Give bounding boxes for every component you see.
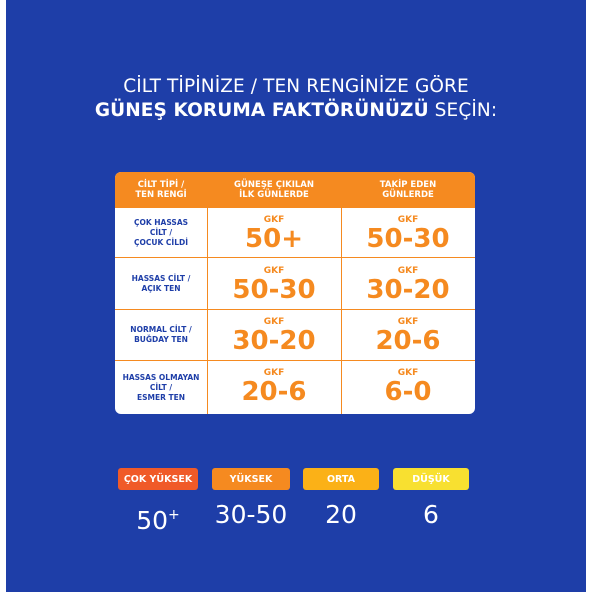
legend-value-medium: 20: [325, 500, 357, 529]
heading-line-2: [0, 100, 592, 121]
legend-value-very-high: [118, 500, 198, 536]
spf-table: [115, 172, 475, 414]
spf-following-days: 30-20: [366, 275, 450, 305]
gkf-label: GKF: [263, 317, 285, 327]
spf-value-cell: [341, 317, 475, 355]
legend-pill-low: DÜŞÜK: [393, 468, 469, 490]
spf-first-days: 20-6: [241, 377, 307, 407]
spf-value-cell: [207, 215, 341, 253]
header-following-days: TAKİP EDEN GÜNLERDE: [379, 180, 437, 200]
spf-first-days: 30-20: [232, 326, 316, 356]
spf-value-cell: [341, 266, 475, 304]
heading-line-1: CİLT TİPİNİZE / TEN RENGİNİZE GÖRE: [123, 76, 469, 97]
gkf-label: GKF: [397, 266, 419, 276]
legend-pill-very-high: ÇOK YÜKSEK: [118, 468, 198, 490]
row-label-very-sensitive: ÇOK HASSAS CİLT / ÇOCUK CİLDİ: [133, 217, 189, 247]
spf-value-cell: [207, 368, 341, 406]
row-label-normal: NORMAL CİLT / BUĞDAY TEN: [130, 325, 192, 344]
legend-value: 50: [136, 506, 169, 535]
header-first-days: GÜNEŞE ÇIKILAN İLK GÜNLERDE: [234, 180, 314, 200]
spf-value-cell: [207, 317, 341, 355]
legend-pill-medium: ORTA: [303, 468, 379, 490]
gkf-label: GKF: [263, 215, 285, 225]
legend-value-sup: +: [168, 507, 180, 523]
spf-value-cell: [341, 368, 475, 406]
header-skin-type: CİLT TİPİ / TEN RENGİ: [135, 180, 187, 200]
row-label-non-sensitive: HASSAS OLMAYAN CİLT / ESMER TEN: [122, 372, 200, 402]
spf-value-cell: [207, 266, 341, 304]
spf-value-cell: [341, 215, 475, 253]
heading-rest-part: SEÇİN:: [428, 100, 498, 121]
gkf-label: GKF: [397, 317, 419, 327]
spf-following-days: 20-6: [375, 326, 441, 356]
legend-pill-high: YÜKSEK: [212, 468, 290, 490]
gkf-label: GKF: [397, 368, 419, 378]
spf-following-days: 6-0: [384, 377, 432, 407]
heading-bold-part: GÜNEŞ KORUMA FAKTÖRÜNÜZÜ: [94, 100, 429, 121]
legend-value-high: 30-50: [214, 500, 288, 529]
gkf-label: GKF: [397, 215, 419, 225]
row-label-sensitive: HASSAS CİLT / AÇIK TEN: [131, 273, 191, 293]
spf-following-days: 50-30: [366, 224, 450, 254]
legend-value-low: 6: [423, 500, 439, 529]
spf-first-days: 50+: [245, 224, 303, 254]
spf-first-days: 50-30: [232, 275, 316, 305]
gkf-label: GKF: [263, 368, 285, 378]
gkf-label: GKF: [263, 266, 285, 276]
